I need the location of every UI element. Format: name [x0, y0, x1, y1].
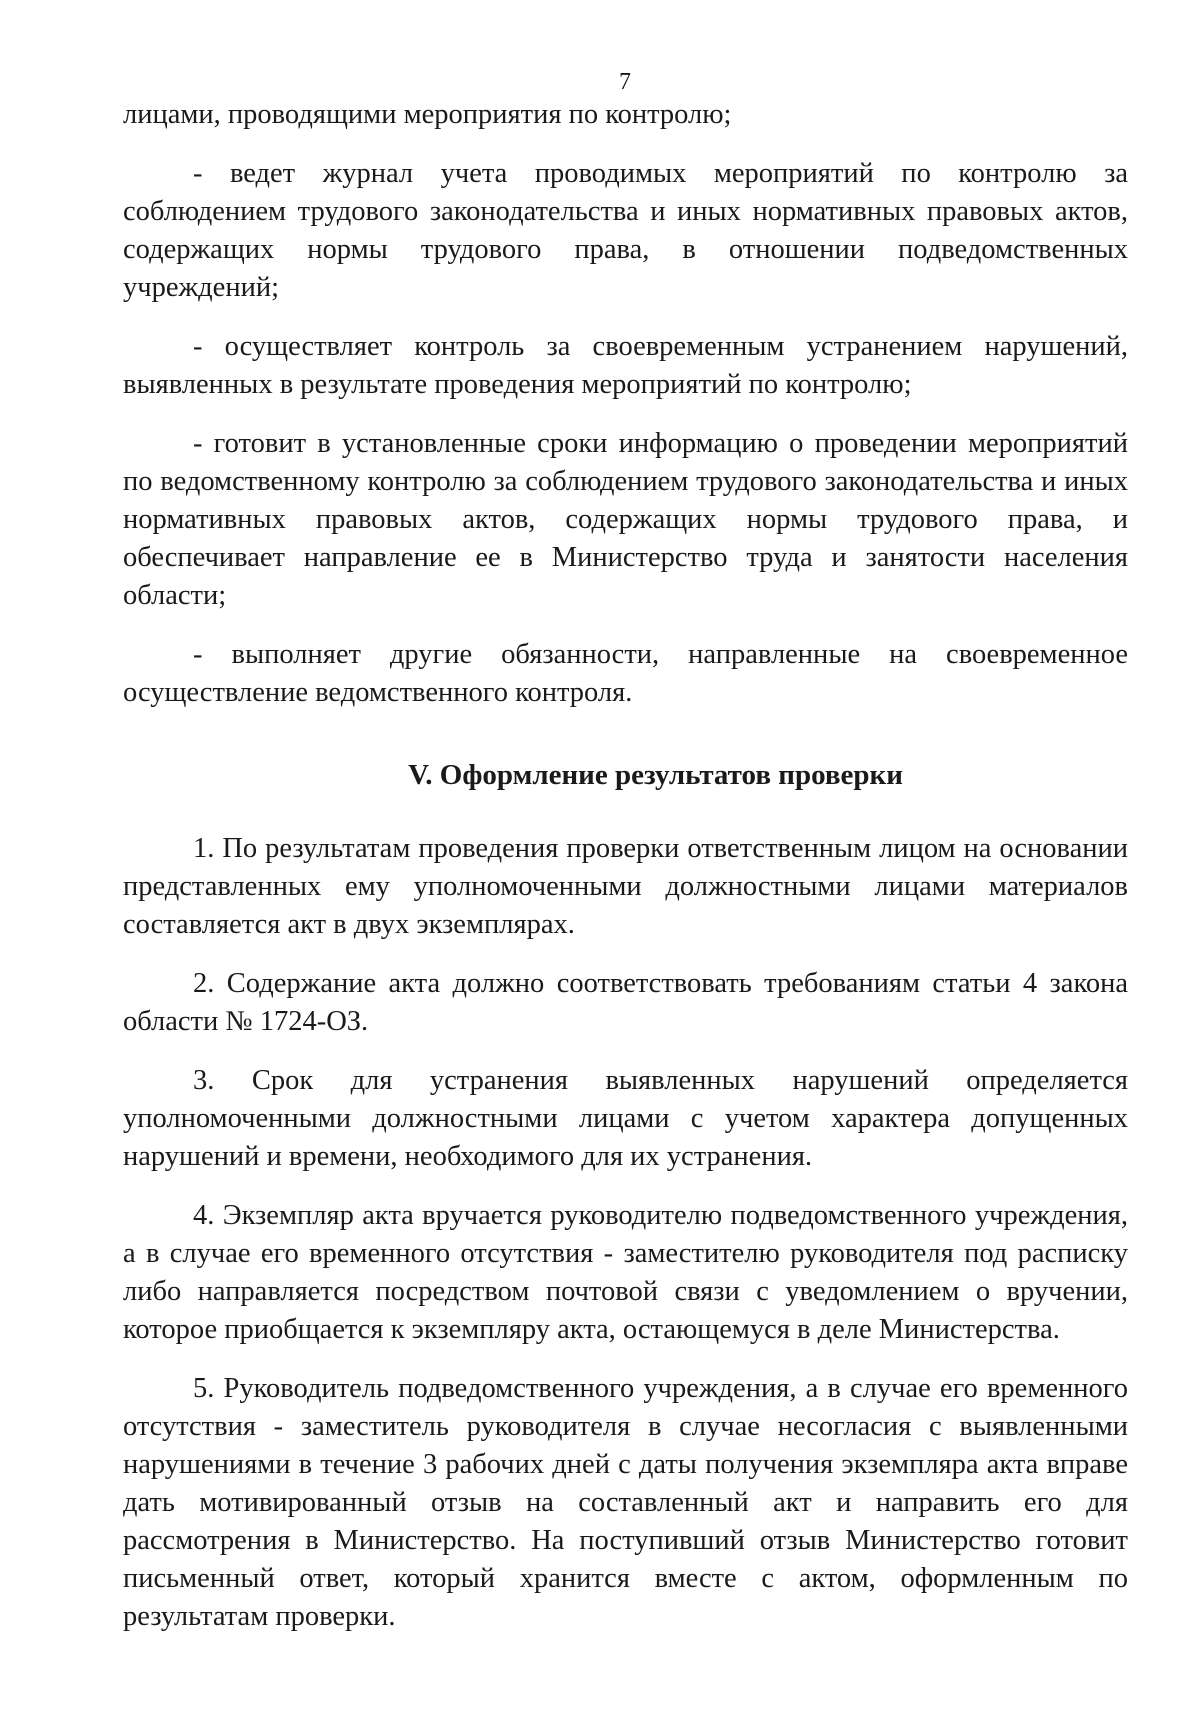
clause-5: 5. Руководитель подведомственного учреждения, а в случае его временного отсутствия - заместитель руководителя в случае несогласия с выявленными нарушениями в течение 3 рабочих дней с даты получения экземпляра акта вправе дать мотивированный отзыв на составленный акт и направить его для рассмотрения в Министерство. На поступивший отзыв Министерство готовит письменный ответ, который хранится вместе с актом, оформленным по результатам проверки. [123, 1373, 1128, 1632]
list-item-journal: - ведет журнал учета проводимых мероприятий по контролю за соблюдением трудового законодательства и иных нормативных правовых актов, содержащих нормы трудового права, в отношении подведомственных учреждений; [123, 158, 1128, 303]
paragraph-continuation: лицами, проводящими мероприятия по контролю; [123, 99, 732, 130]
section-heading: V. Оформление результатов проверки [408, 759, 903, 791]
list-item-other-duties: - выполняет другие обязанности, направленные на своевременное осуществление ведомственного контроля. [123, 639, 1128, 708]
document-body [123, 96, 1128, 1636]
list-item-control: - осуществляет контроль за своевременным устранением нарушений, выявленных в результате проведения мероприятий по контролю; [123, 331, 1128, 400]
clause-3: 3. Срок для устранения выявленных нарушений определяется уполномоченными должностными лицами с учетом характера допущенных нарушений и времени, необходимого для их устранения. [123, 1065, 1128, 1172]
page-number: 7 [619, 69, 631, 95]
clause-2: 2. Содержание акта должно соответствовать требованиям статьи 4 закона области № 1724-ОЗ. [123, 968, 1128, 1037]
list-item-information: - готовит в установленные сроки информацию о проведении мероприятий по ведомственному контролю за соблюдением трудового законодательства и иных нормативных правовых актов, содержащих нормы трудового права, и обеспечивает направление ее в Министерство труда и занятости населения области; [123, 428, 1128, 611]
clause-4: 4. Экземпляр акта вручается руководителю подведомственного учреждения, а в случае его временного отсутствия - заместителю руководителя под расписку либо направляется посредством почтовой связи с уведомлением о вручении, которое приобщается к экземпляру акта, остающемуся в деле Министерства. [123, 1200, 1128, 1345]
clause-1: 1. По результатам проведения проверки ответственным лицом на основании представленных ему уполномоченными должностными лицами материалов составляется акт в двух экземплярах. [123, 833, 1128, 940]
